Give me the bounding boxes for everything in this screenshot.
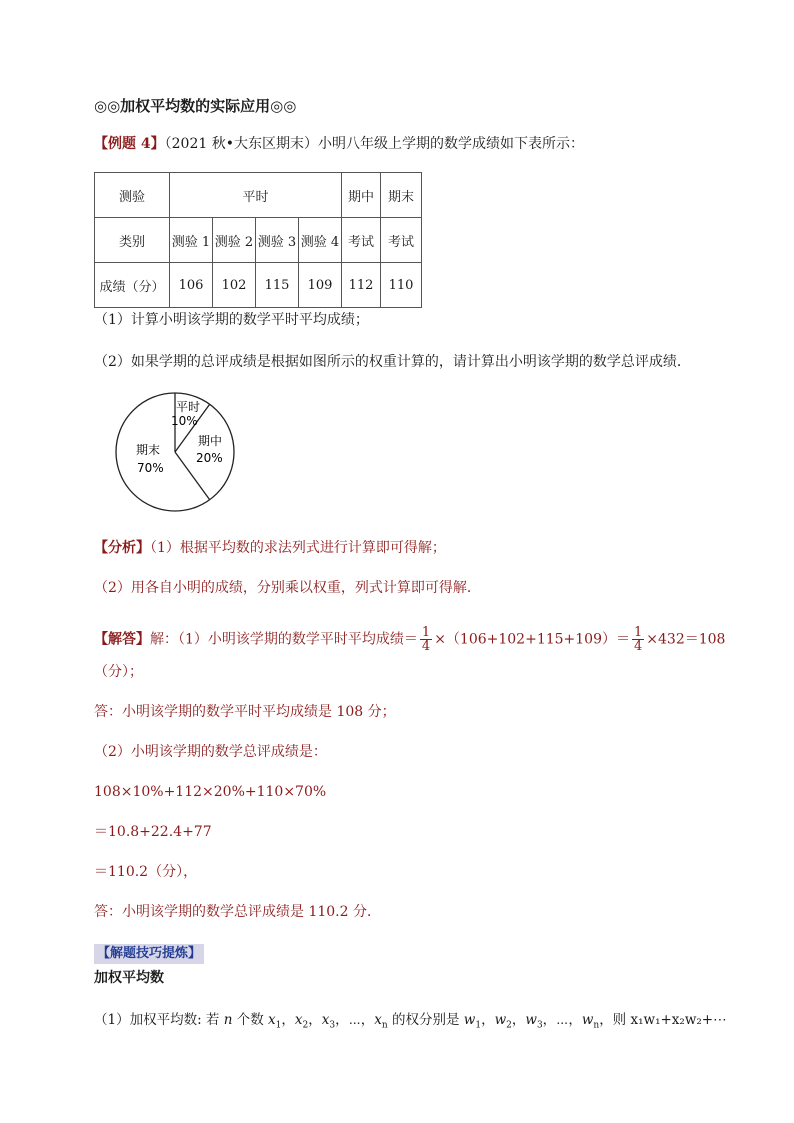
analysis-line-2: （2）用各自小明的成绩，分别乘以权重，列式计算即可得解． xyxy=(94,580,481,596)
calc-step-1: 108×10%+112×20%+110×70% xyxy=(94,784,327,800)
solution-line xyxy=(94,626,725,653)
fraction-one-quarter: $\frac{1}{4}$ xyxy=(421,625,431,654)
pie-label-pingshi: 平时 xyxy=(176,400,201,414)
analysis-tag: 【分析】 xyxy=(94,540,150,556)
example-line xyxy=(94,134,584,154)
table-cell: 平时 xyxy=(170,173,342,218)
table-cell: 期中 xyxy=(342,173,381,218)
answer-2: 答：小明该学期的数学总评成绩是 110.2 分． xyxy=(94,904,381,920)
tips-definition: （1）加权平均数: 若 n 个数 $x_1$，$x_2$，$x_3$，⋯，$x_n$ 的权分别是 $w_1$，$w_2$，$w_3$，⋯，$w_n$，则 x₁w₁+x₂w₂+⋯ xyxy=(94,1012,727,1031)
table-cell: 类别 xyxy=(95,218,170,263)
scores-table xyxy=(94,172,422,308)
table-cell: 106 xyxy=(170,263,213,308)
table-cell: 测验 1 xyxy=(170,218,213,263)
table-row xyxy=(95,218,422,263)
question-1: （1）计算小明该学期的数学平时平均成绩； xyxy=(94,312,369,328)
table-cell: 测验 2 xyxy=(213,218,256,263)
solution-mid: ×（106+102+115+109）＝ xyxy=(434,631,630,648)
pie-label-qimo: 期末 xyxy=(136,443,161,457)
solution-tail: ×432＝108 xyxy=(646,631,726,648)
table-cell: 102 xyxy=(213,263,256,308)
table-cell: 112 xyxy=(342,263,381,308)
solution-tag: 【解答】 xyxy=(94,631,150,648)
pie-label-qizhong: 期中 xyxy=(198,434,223,448)
section-title: ◎◎加权平均数的实际应用◎◎ xyxy=(94,97,297,115)
pie-value-qimo: 70% xyxy=(137,461,164,475)
table-cell: 109 xyxy=(299,263,342,308)
answer-1: 答：小明该学期的数学平时平均成绩是 108 分； xyxy=(94,704,396,720)
table-cell: 115 xyxy=(256,263,299,308)
table-cell: 110 xyxy=(381,263,422,308)
table-cell: 测验 3 xyxy=(256,218,299,263)
table-row xyxy=(95,173,422,218)
table-cell: 考试 xyxy=(381,218,422,263)
solution-part-2: （2）小明该学期的数学总评成绩是： xyxy=(94,744,327,760)
table-cell: 测验 4 xyxy=(299,218,342,263)
table-cell: 成绩（分） xyxy=(95,263,170,308)
table-cell: 测验 xyxy=(95,173,170,218)
calc-step-3: ＝110.2（分）， xyxy=(94,864,198,880)
pie-value-pingshi: 10% xyxy=(171,414,198,428)
solution-lead: 解：（1）小明该学期的数学平时平均成绩＝ xyxy=(150,631,418,648)
analysis-line-1 xyxy=(94,538,446,558)
pie-value-qizhong: 20% xyxy=(196,451,223,465)
tips-heading: 加权平均数 xyxy=(94,970,164,986)
fraction-one-quarter: $\frac{1}{4}$ xyxy=(634,625,643,654)
tips-tag: 【解题技巧提炼】 xyxy=(94,944,204,964)
question-2: （2）如果学期的总评成绩是根据如图所示的权重计算的，请计算出小明该学期的数学总评成绩． xyxy=(94,354,691,370)
table-row xyxy=(95,263,422,308)
weight-pie-chart xyxy=(113,390,237,514)
example-text: （2021 秋•大东区期末）小明八年级上学期的数学成绩如下表所示： xyxy=(164,136,584,152)
analysis-text-1: （1）根据平均数的求法列式进行计算即可得解； xyxy=(150,540,446,556)
table-cell: 期末 xyxy=(381,173,422,218)
table-cell: 考试 xyxy=(342,218,381,263)
calc-step-2: ＝10.8+22.4+77 xyxy=(94,824,212,840)
solution-unit: （分）； xyxy=(94,664,143,680)
example-tag: 【例题 4】 xyxy=(94,136,165,152)
